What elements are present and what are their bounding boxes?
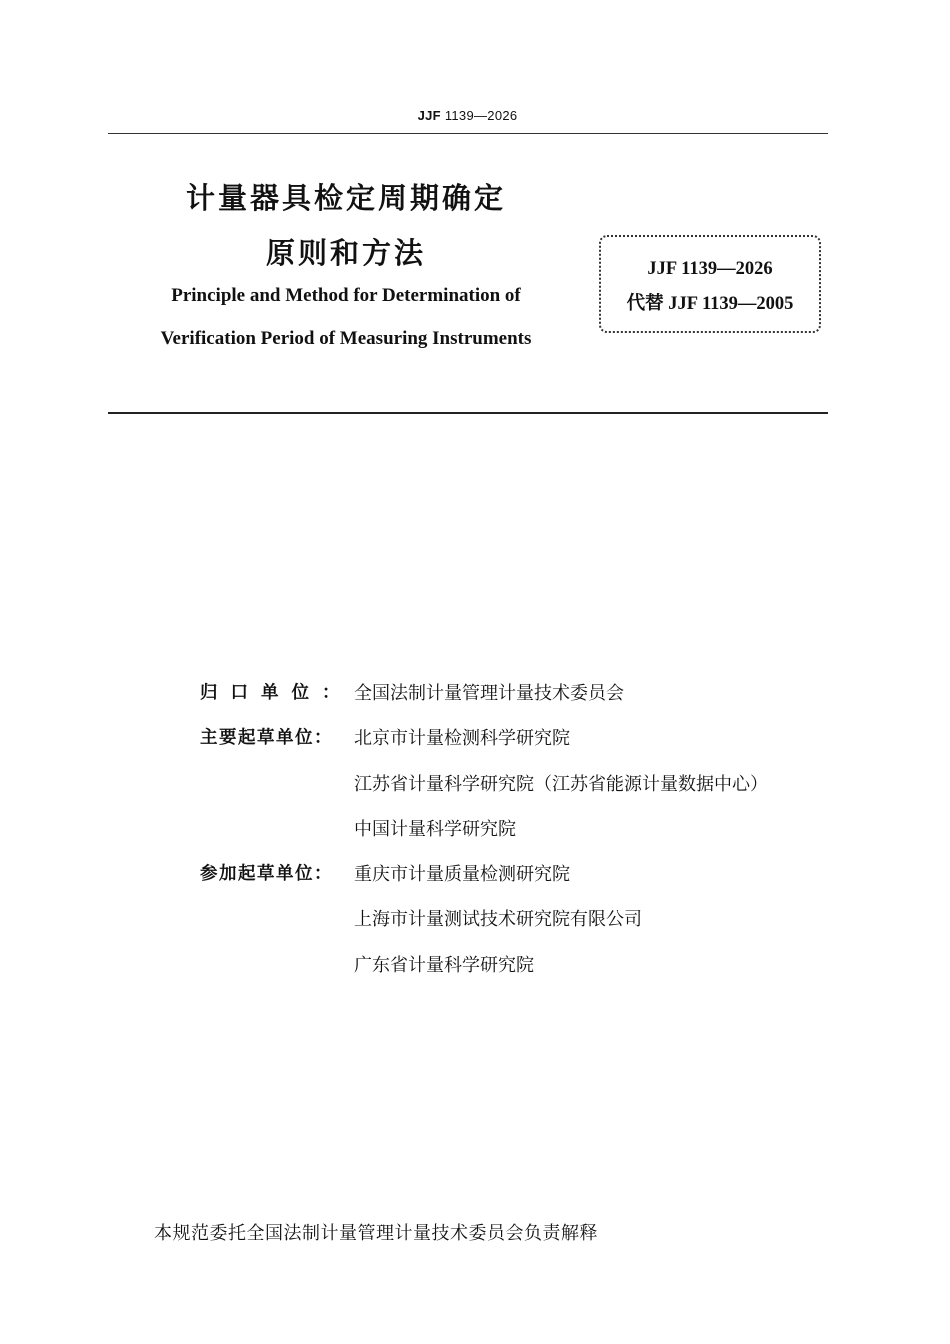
header-divider [108, 133, 828, 134]
main-drafting-label: 主要起草单位： [200, 728, 333, 748]
title-divider [108, 412, 828, 414]
participating-drafting-unit: 重庆市计量质量检测研究院 [354, 864, 570, 885]
responsible-unit-label: 归口单位： [200, 683, 353, 703]
standard-code-box [599, 235, 821, 333]
title-cn-line2: 原则和方法 [265, 236, 426, 270]
responsible-unit-value: 全国法制计量管理计量技术委员会 [354, 683, 624, 704]
current-code: JJF 1139—2026 [647, 259, 773, 279]
main-drafting-unit: 中国计量科学研究院 [354, 819, 516, 840]
interpretation-note: 本规范委托全国法制计量管理计量技术委员会负责解释 [154, 1223, 598, 1244]
title-cn-line1: 计量器具检定周期确定 [185, 181, 506, 215]
header-standard-code [0, 108, 935, 123]
header-code-number: 1139—2026 [444, 108, 518, 123]
header-code-prefix: JJF [417, 108, 441, 123]
replaced-code: 代替 JJF 1139—2005 [626, 294, 794, 314]
title-en-line1: Principle and Method for Determination of [171, 285, 521, 306]
participating-drafting-unit: 广东省计量科学研究院 [354, 955, 534, 976]
participating-drafting-label: 参加起草单位： [200, 864, 333, 884]
title-en-line2: Verification Period of Measuring Instruments [160, 328, 532, 349]
main-drafting-unit: 北京市计量检测科学研究院 [354, 728, 570, 749]
main-drafting-unit: 江苏省计量科学研究院（江苏省能源计量数据中心） [354, 774, 768, 795]
participating-drafting-unit: 上海市计量测试技术研究院有限公司 [354, 909, 642, 930]
